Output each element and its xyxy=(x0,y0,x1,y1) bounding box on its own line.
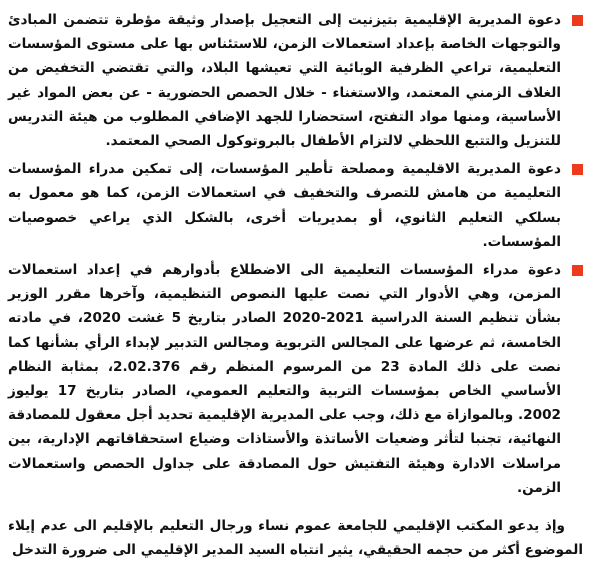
paragraph-text: دعوة المديرية الإقليمية بتيزنيت إلى التعجيل بإصدار وثيقة مؤطرة تتضمن المبادئ والتوجهات الخاصة بإعداد استعمالات الزمن، للاستئناس بها على مستوى المؤسسات التعليمية، تراعي الظرفية الوبائية التي تعيشها البلاد، والتي تقتضي التخفيض من الغلاف الزمني المعتمد، والاستغناء - خلال الحصص الحضورية - عن بعض المواد غير الأساسية، ومنها مواد التفتح، استحضارا للجهد الإضافي المطلوب من هيئة التدريس للتنزيل والتتبع اللحظي لالتزام الأطفال بالبروتوكول الصحي المعتمد. xyxy=(8,12,561,150)
bullet-square-icon xyxy=(572,265,583,276)
list-item xyxy=(0,258,595,500)
closing-paragraph xyxy=(0,514,595,562)
list-item xyxy=(0,157,595,254)
bullet-square-icon xyxy=(572,164,583,175)
paragraph-text: دعوة المديرية الاقليمية ومصلحة تأطير المؤسسات، إلى تمكين مدراء المؤسسات التعليمية من هامش للتصرف والتخفيف في استعمالات الزمن، كما هو معمول به بسلكي التعليم الثانوي، أو بمديريات أخرى، بالشكل الذي يراعي خصوصيات المؤسسات. xyxy=(8,161,561,250)
bullet-square-icon xyxy=(572,15,583,26)
list-item xyxy=(0,0,595,153)
closing-text: وإذ يدعو المكتب الإقليمي للجامعة عموم نساء ورجال التعليم بالإقليم الى عدم إيلاء الموضوع أكثر من حجمه الحقيقي، يثير انتباه السيد المدير الإقليمي الى ضرورة التدخل xyxy=(8,518,583,559)
paragraph-text: دعوة مدراء المؤسسات التعليمية الى الاضطلاع بأدوارهم في إعداد استعمالات المزمن، وهي الأدوار التي نصت عليها النصوص التنظيمية، وآخرها مقرر الوزير بشأن تنظيم السنة الدراسية 2021-2020 الصادر بتاريخ 5 غشت 2020، في مادته الخامسة، ثم عرضها على المجالس التربوية ومجالس التدبير لإبداء الرأي بشأنها كما نصت على ذلك المادة 23 من المرسوم المنظم رقم 2.02.376، بمثابة النظام الأساسي الخاص بمؤسسات التربية والتعليم العمومي، الصادر بتاريخ 17 يوليوز 2002. وبالموازاة مع ذلك، وجب على المديرية الإقليمية تحديد أجل معقول للمصادقة النهائية، تجنبا لتأثر وضعيات الأساتذة والأستاذات وضياع استحقاقاتهم الإدارية، بين مراسلات الادارة وهيئة التفتيش حول المصادقة على جداول الحصص واستعمالات الزمن. xyxy=(8,262,561,496)
